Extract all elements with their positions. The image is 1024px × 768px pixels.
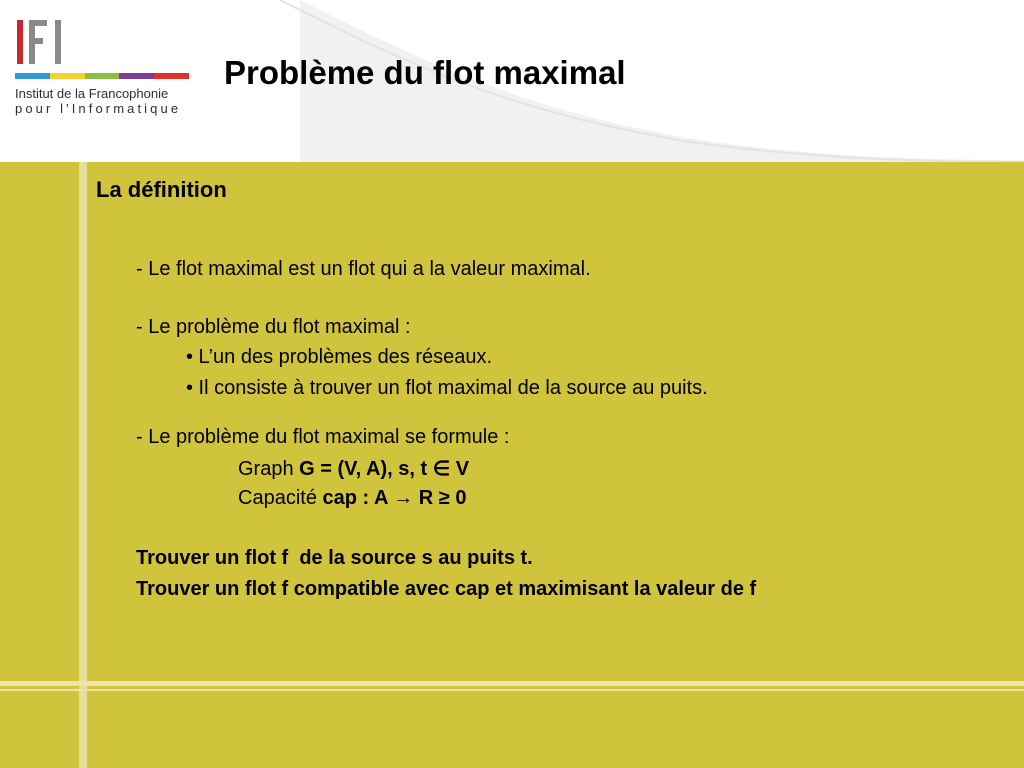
- logo-institute-subtitle: pour l'Informatique: [15, 101, 182, 116]
- section-subtitle: La définition: [96, 177, 227, 202]
- capacity-formula: [238, 487, 466, 510]
- graph-label: Graph: [238, 458, 300, 480]
- goal-line: Trouver un flot f de la source s au puits t.: [136, 547, 533, 569]
- horizontal-divider: [0, 681, 1024, 686]
- logo-color-bar: [15, 73, 189, 79]
- logo-institute-name: Institut de la Francophonie: [15, 86, 169, 101]
- bullet-item: • L’un des problèmes des réseaux.: [186, 346, 493, 368]
- color-bar-segment: [154, 73, 189, 79]
- color-bar-segment: [50, 73, 85, 79]
- horizontal-divider-thin: [0, 689, 1024, 691]
- slide-body: [0, 162, 1024, 768]
- capacity-label: Capacité: [238, 487, 323, 509]
- color-bar-segment: [15, 73, 50, 79]
- graph-definition: G = (V, A), s, t ∈ V: [299, 458, 470, 480]
- formulation-heading: - Le problème du flot maximal se formule :: [136, 426, 510, 448]
- graph-formula: [238, 456, 469, 481]
- definition-line: - Le flot maximal est un flot qui a la valeur maximal.: [136, 258, 591, 280]
- color-bar-segment: [119, 73, 154, 79]
- bullet-item: • Il consiste à trouver un flot maximal de la source au puits.: [186, 377, 708, 399]
- ifi-logo: [5, 6, 189, 114]
- slide-header: [0, 0, 1024, 162]
- ifi-logo-letters: [15, 18, 75, 66]
- problem-heading: - Le problème du flot maximal :: [136, 316, 411, 338]
- slide-title: Problème du flot maximal: [224, 54, 626, 91]
- goal-line: Trouver un flot f compatible avec cap et maximisant la valeur de f: [136, 578, 757, 600]
- vertical-divider: [79, 162, 87, 768]
- color-bar-segment: [85, 73, 120, 79]
- capacity-definition: cap : A → R ≥ 0: [322, 487, 467, 509]
